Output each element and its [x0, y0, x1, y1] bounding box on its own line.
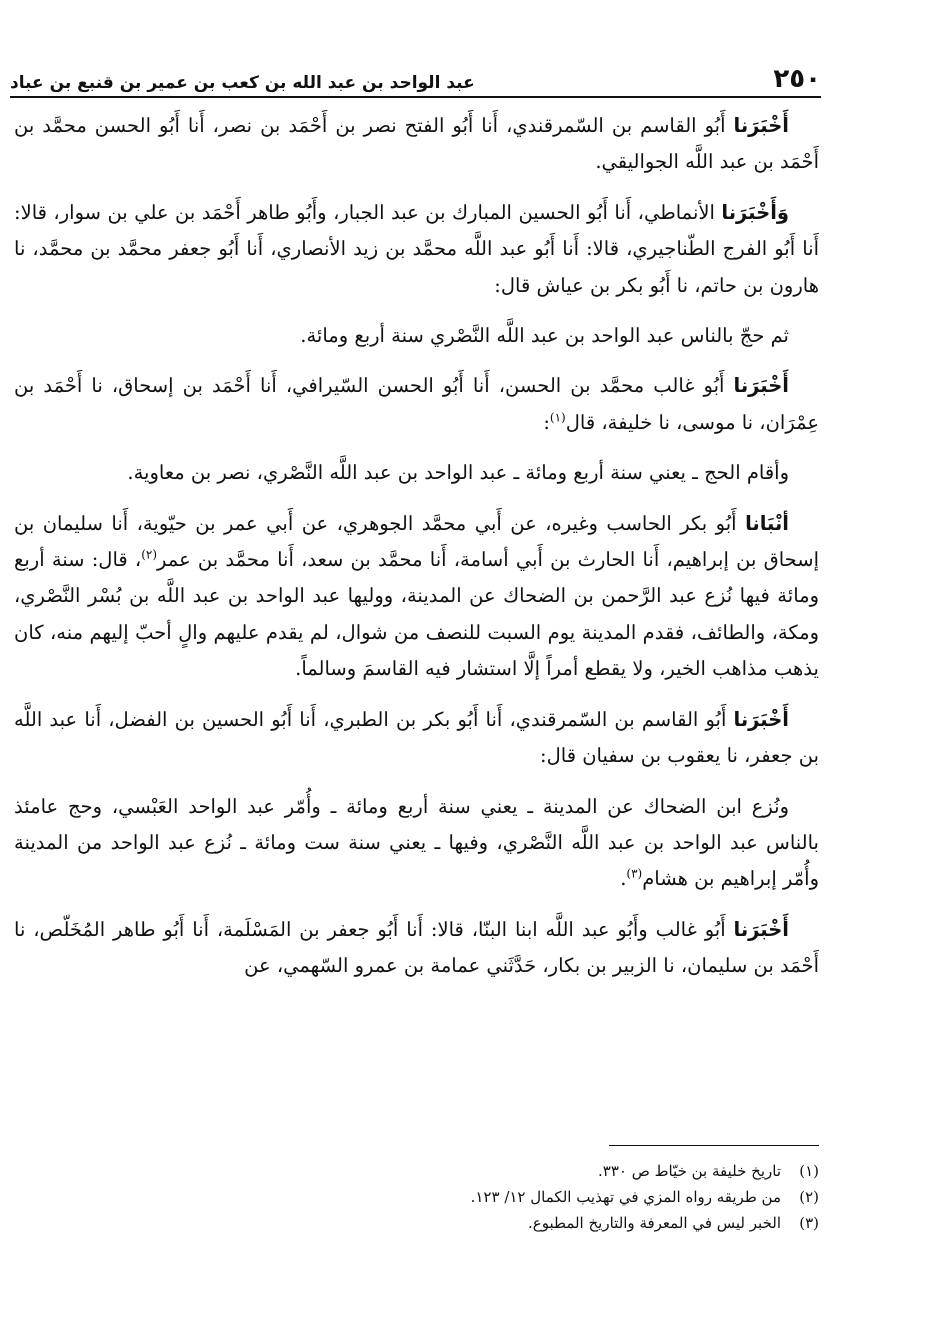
page-header — [10, 52, 821, 98]
footnote-3 — [14, 1210, 819, 1236]
paragraph-5 — [14, 455, 819, 491]
narration-lead: أَخْبَرَنا — [733, 917, 789, 941]
narration-lead: أَخْبَرَنا — [733, 707, 789, 731]
paragraph-text: أَبُو القاسم بن السّمرقندي، أَنا أَبُو بكر بن الطبري، أَنا أَبُو الحسين بن الفضل، أَنا عبد اللَّه بن جعفر، نا يعقوب بن سفيان قال: — [14, 707, 819, 768]
footnote-text: تاريخ خليفة بن خيّاط ص ٣٣٠. — [597, 1162, 781, 1180]
paragraph-2 — [14, 195, 819, 304]
footnote-2 — [14, 1184, 819, 1210]
narration-lead: أَخْبَرَنا — [733, 374, 789, 398]
paragraph-text: أَبُو القاسم بن السّمرقندي، أَنا أَبُو الفتح نصر بن أَحْمَد بن نصر، أَنا أَبُو الحسن محمَّد بن أَحْمَد بن عبد اللَّه الجواليقي. — [14, 114, 819, 174]
running-title: عبد الواحد بن عبد الله بن كعب بن عمير بن قنبع بن عباد — [10, 73, 475, 93]
paragraph-text: ونُزع ابن الضحاك عن المدينة ـ يعني سنة أربع ومائة ـ وأُمّر عبد الواحد العَبْسي، وحج عامئذ بالناس عبد الواحد بن عبد اللَّه النَّصْري، وفيها ـ يعني سنة ست ومائة ـ نُزع عبد الواحد من المدينة وأُمّر إبراهيم بن هشام — [14, 794, 819, 891]
paragraph-6 — [14, 506, 819, 688]
paragraph-text: أَبُو غالب وأَبُو عبد اللَّه ابنا البنّا، قالا: أَنا أَبُو جعفر بن المَسْلَمة، أَنا أَبُو طاهر المُخَلّص، نا أَحْمَد بن سليمان، نا الزبير بن بكار، حَدَّثَني عمامة بن عمرو السّهمي، عن — [14, 917, 819, 978]
footnote-divider — [609, 1145, 819, 1146]
paragraph-text-after: : — [543, 410, 550, 434]
paragraph-text: أَبُو غالب محمَّد بن الحسن، أَنا أَبُو الحسن السّيرافي، أَنا أَحْمَد بن إسحاق، نا أَحْمَد بن عِمْرَان، نا موسى، نا خليفة، قال — [14, 374, 819, 434]
narration-lead: أنْبَانا — [745, 511, 789, 535]
footnote-text: الخبر ليس في المعرفة والتاريخ المطبوع. — [528, 1214, 781, 1232]
footnote-number: (٢) — [799, 1188, 819, 1206]
paragraph-9 — [14, 912, 819, 985]
paragraph-text: الأنماطي، أَنا أَبُو الحسين المبارك بن عبد الجبار، وأَبُو طاهر أَحْمَد بن علي بن سوار، قالا: أَنا أَبُو الفرج الطّناجيري، قالا: أَنا أَبُو عبد اللَّه محمَّد بن زيد الأنصاري، أَنا أَبُو جعفر محمَّد بن محمَّد، نا هارون بن حاتم، نا أَبُو بكر بن عياش قال: — [14, 200, 819, 297]
footnote-1 — [14, 1158, 819, 1184]
paragraph-4 — [14, 368, 819, 441]
footnote-number: (١) — [799, 1162, 819, 1180]
paragraph-3 — [14, 318, 819, 354]
paragraph-1 — [14, 108, 819, 181]
footnote-text: من طريقه رواه المزي في تهذيب الكمال ١٢/ ١٢٣. — [470, 1188, 781, 1206]
paragraph-text: أَبُو بكر الحاسب وغيره، عن أَبي محمَّد الجوهري، عن أَبي عمر بن حيّوية، أَنا سليمان بن إسحاق بن إبراهيم، أَنا الحارث بن أَبي أسامة، أَنا محمَّد بن سعد، أَنا محمَّد بن عمر — [14, 511, 819, 572]
page-number: ٢٥٠ — [773, 64, 821, 94]
footnote-marker: (٢) — [141, 547, 158, 562]
paragraph-7 — [14, 702, 819, 775]
paragraph-text: وأقام الحج ـ يعني سنة أربع ومائة ـ عبد الواحد بن عبد اللَّه النَّصْري، نصر بن معاوية. — [127, 461, 789, 485]
footnote-marker: (١) — [549, 410, 566, 425]
footnotes — [14, 1158, 819, 1236]
footnote-marker: (٣) — [626, 866, 643, 881]
narration-lead: أَخْبَرَنا — [733, 114, 789, 137]
narration-lead: وَأَخْبَرَنا — [721, 200, 789, 224]
paragraph-text-after: . — [620, 867, 627, 891]
paragraph-text-after: ، قال: سنة أربع ومائة فيها نُزع عبد الرَّحمن بن الضحاك عن المدينة، ووليها عبد الواحد بن عبد اللَّه بن بُسْر النَّصْري، ومكة، والطائف، فقدم المدينة يوم السبت للنصف من شوال، لم يقدم عليهم والٍ أحبّ إليهم منه، كان يذهب مذاهب الخير، ولا يقطع أمراً إلَّا استشار فيه القاسمَ وسالماً. — [14, 548, 819, 681]
paragraph-text: ثم حجّ بالناس عبد الواحد بن عبد اللَّه النَّصْري سنة أربع ومائة. — [300, 324, 789, 348]
footnote-number: (٣) — [799, 1214, 819, 1232]
main-text — [14, 108, 819, 999]
paragraph-8 — [14, 789, 819, 898]
